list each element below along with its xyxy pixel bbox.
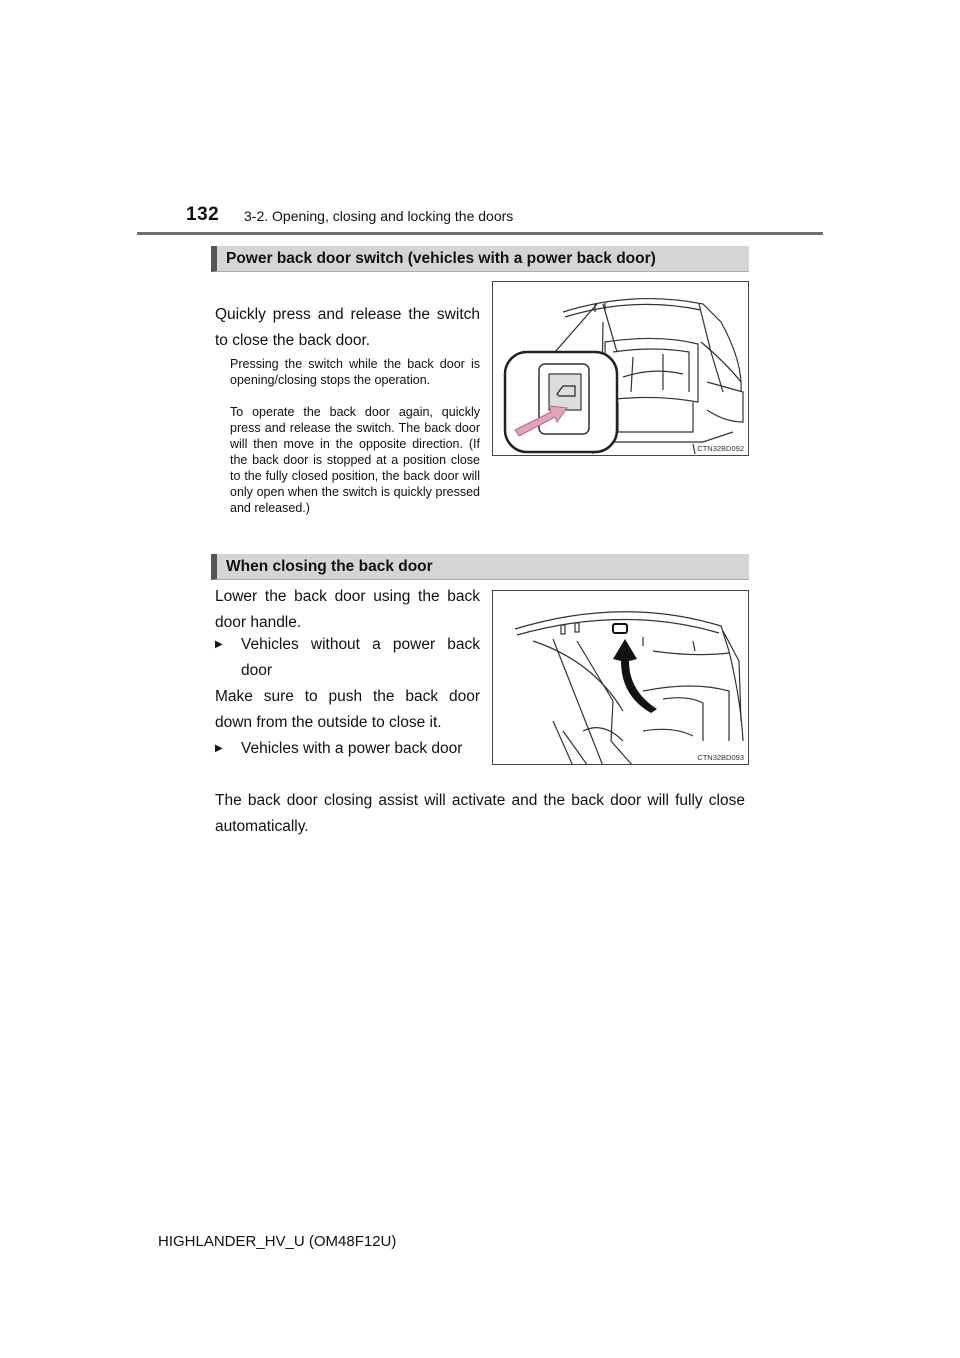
- bullet-without-power-door: [215, 632, 480, 684]
- chapter-title: 3-2. Opening, closing and locking the doors: [244, 208, 514, 224]
- section2-intro: Lower the back door using the back door handle.: [215, 588, 480, 631]
- section-heading-closing: When closing the back door: [211, 554, 749, 580]
- power-switch-illustration: [493, 282, 749, 456]
- page-number: 132: [186, 204, 220, 225]
- section-heading-power-switch: Power back door switch (vehicles with a power back door): [211, 246, 749, 272]
- section2-closing-assist: The back door closing assist will activate and the back door will fully close automatically.: [215, 792, 745, 835]
- figure-code: CTN32BD092: [697, 444, 744, 453]
- section1-note-reverse: To operate the back door again, quickly press and release the switch. The back door will then move in the opposite direction. (If the back door is stopped at a position close to the fully closed position, the back door will only open when the switch is quickly pressed and released.): [230, 405, 480, 515]
- figure-back-door-handle: [492, 590, 749, 765]
- bullet-text: Vehicles without a power back door: [241, 636, 480, 679]
- figure-code: CTN32BD093: [697, 753, 744, 762]
- section2-push-instruction: Make sure to push the back door down from the outside to close it.: [215, 688, 480, 731]
- back-door-illustration: [493, 591, 749, 765]
- bullet-with-power-door: [215, 736, 480, 762]
- section1-intro: Quickly press and release the switch to close the back door.: [215, 306, 480, 349]
- triangle-bullet-icon: ▶: [215, 743, 223, 754]
- section1-note-stop: Pressing the switch while the back door is opening/closing stops the operation.: [230, 357, 480, 387]
- bullet-text: Vehicles with a power back door: [241, 740, 463, 757]
- header-rule: [137, 232, 823, 235]
- triangle-bullet-icon: ▶: [215, 639, 223, 650]
- footer-model: HIGHLANDER_HV_U (OM48F12U): [158, 1233, 397, 1250]
- figure-power-switch: [492, 281, 749, 456]
